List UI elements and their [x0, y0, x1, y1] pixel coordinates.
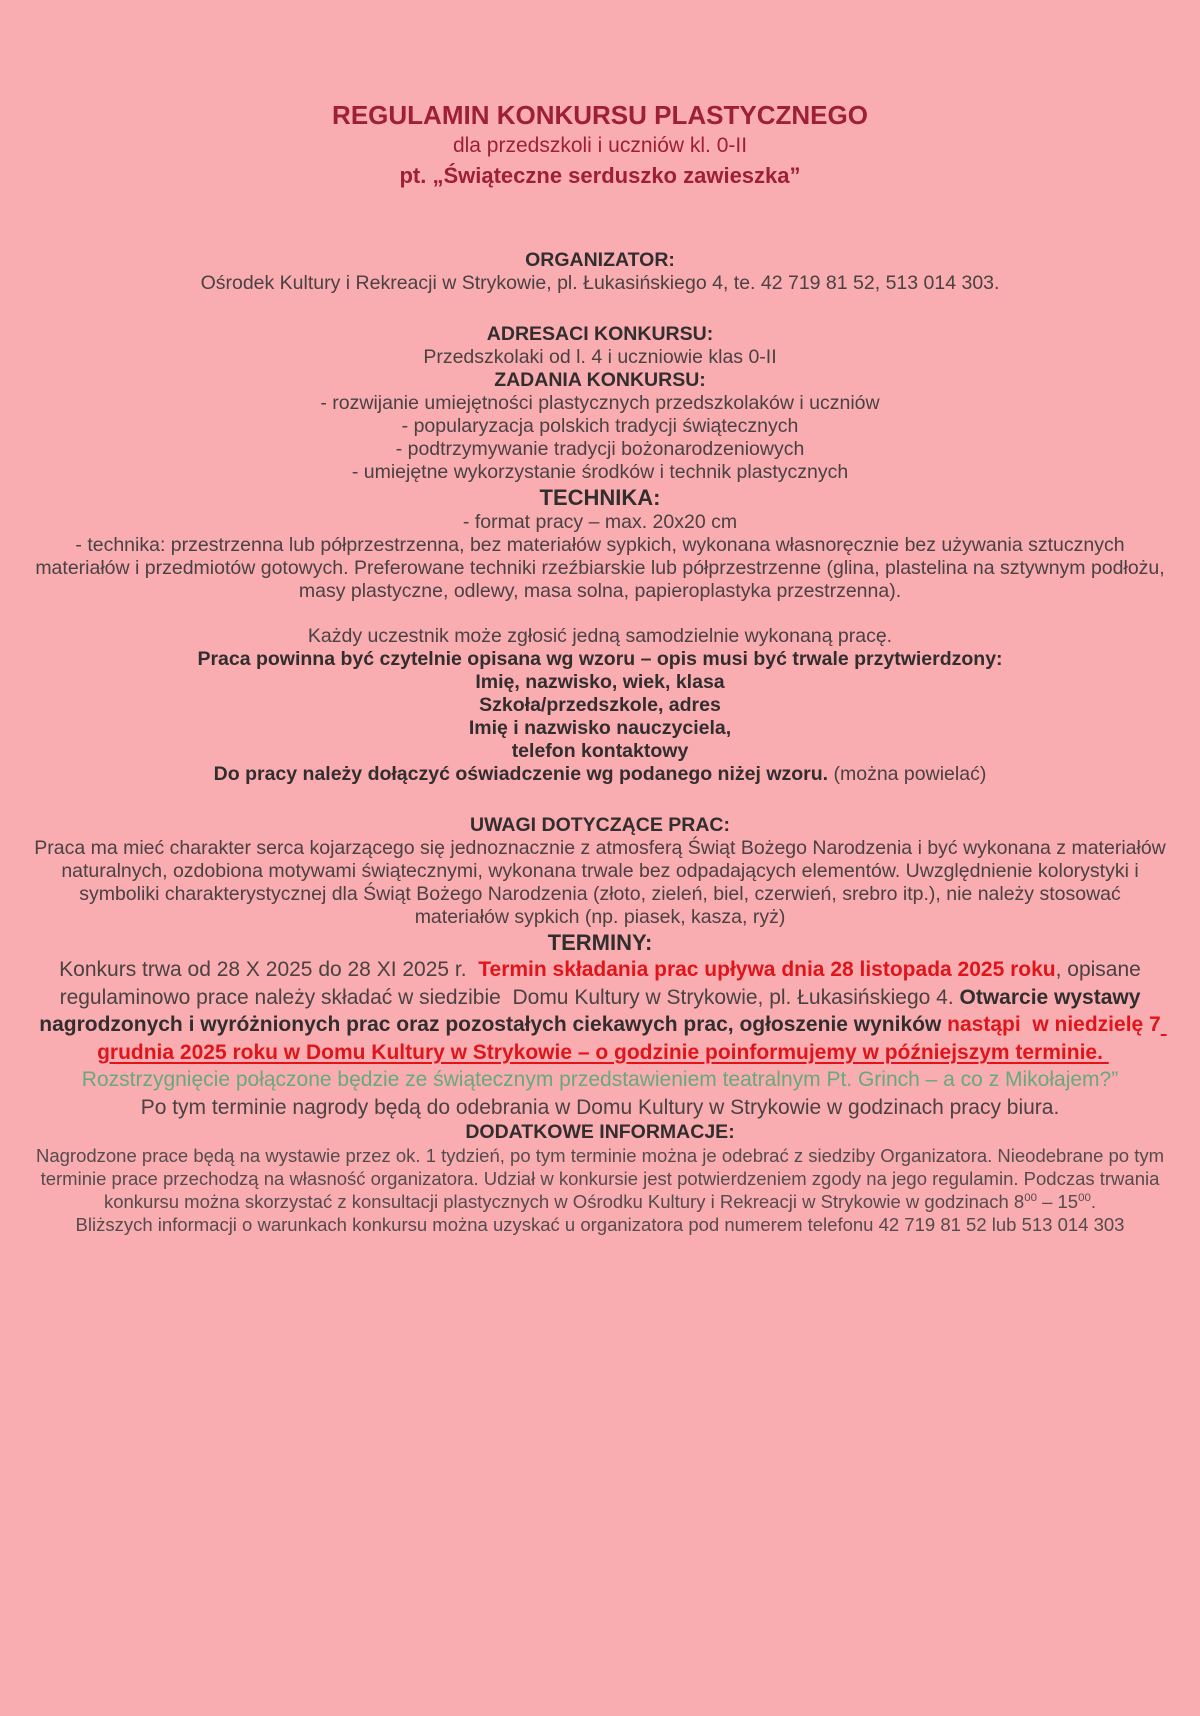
- text-segment: - umiejętne wykorzystanie środków i technik plastycznych: [351, 461, 849, 483]
- text-segment: - podtrzymywanie tradycji bożonarodzeniowych: [395, 438, 805, 460]
- text-segment: dla przedszkoli i uczniów kl. 0-II: [452, 134, 748, 157]
- task-item: [32, 392, 1168, 415]
- text-segment: Rozstrzygnięcie połączone będzie ze świątecznym przedstawieniem teatralnym Pt. Grinch – a co z Mikołajem?”: [81, 1068, 1119, 1091]
- text-segment: DODATKOWE INFORMACJE:: [465, 1121, 735, 1143]
- text-segment: REGULAMIN KONKURSU PLASTYCZNEGO: [332, 100, 868, 130]
- text-segment: Otwarcie wystawy nagrodzonych i wyróżnionych prac oraz pozostałych ciekawych prac, ogłoszenie wyników: [39, 985, 1147, 1036]
- contact-text: [32, 1213, 1168, 1236]
- text-segment: Nagrodzone prace będą na wystawie przez ok. 1 tydzień, po tym terminie można je odebrać z siedziby Organizatora. Nieodebrane po tym terminie prace przechodzą na własność organizatora. Udział w konkursie jest potwierdzeniem zgody na jego regulamin. Podczas trwania konkursu można skorzystać z konsultacji plastycznych w Ośrodku Kultury i Rekreacji w Strykowie w godzinach 8: [35, 1145, 1170, 1212]
- additional-info-text: [32, 1144, 1168, 1213]
- text-segment: nastąpi w niedzielę 7: [947, 1013, 1161, 1036]
- text-segment: Praca ma mieć charakter serca kojarzącego się jednoznacznie z atmosferą Świąt Bożego Narodzenia i być wykonana z materiałów naturalnych, ozdobiona motywami świątecznymi, wykonana trwale bez odpadających elementów. Uwzględnienie kolorystyki i symboliki charakterystycznej dla Świąt Bożego Narodzenia (złoto, zieleń, biel, czerwień, srebro itp.), nie należy stosować materiałów sypkich (np. piasek, kasza, ryż): [34, 837, 1172, 928]
- tasks-heading: [32, 369, 1168, 392]
- technique-heading: [32, 484, 1168, 511]
- text-segment: grudnia 2025 roku w Domu Kultury w Strykowie – o godzinie poinformujemy w późniejszym terminie.: [97, 1013, 1167, 1064]
- text-segment: Szkoła/przedszkole, adres: [479, 694, 721, 716]
- text-segment: Do pracy należy dołączyć oświadczenie wg podanego niżej wzoru.: [213, 763, 829, 785]
- text-segment: Każdy uczestnik może zgłosić jedną samodzielnie wykonaną pracę.: [307, 625, 893, 647]
- text-segment: – 15: [1036, 1191, 1079, 1212]
- text-segment: 00: [1024, 1191, 1037, 1204]
- pickup-text: [32, 1094, 1168, 1122]
- text-segment: UWAGI DOTYCZĄCE PRAC:: [470, 814, 730, 836]
- title-line-3: [32, 161, 1168, 191]
- text-segment: TERMINY:: [547, 930, 653, 955]
- label-template-line: [32, 671, 1168, 694]
- text-segment: telefon kontaktowy: [511, 740, 689, 762]
- text-segment: (można powielać): [828, 763, 987, 785]
- text-segment: Imię i nazwisko nauczyciela,: [468, 717, 732, 739]
- text-segment: ZADANIA KONKURSU:: [494, 369, 706, 391]
- text-segment: - popularyzacja polskich tradycji świątecznych: [401, 415, 799, 437]
- remarks-heading: [32, 814, 1168, 837]
- task-item: [32, 461, 1168, 484]
- description-rule: [32, 648, 1168, 671]
- text-segment: , opisane regulaminowo prace należy składać w siedzibie Domu Kultury w Strykowie, pl. Łukasińskiego 4.: [59, 958, 1147, 1009]
- text-segment: - technika: przestrzenna lub półprzestrzenna, bez materiałów sypkich, wykonana własnoręcznie bez używania sztucznych materiałów i przedmiotów gotowych. Preferowane techniki rzeźbiarskie lub półprzestrzenne (glina, plastelina na sztywnym podłożu, masy plastyczne, odlewy, masa solna, papieroplastyka przestrzenna).: [35, 534, 1171, 602]
- addressees-heading: [32, 323, 1168, 346]
- text-segment: .: [1090, 1191, 1097, 1212]
- title-line-2: [32, 131, 1168, 161]
- declaration-rule: [32, 763, 1168, 786]
- poster-content: [32, 100, 1172, 1236]
- text-segment: - format pracy – max. 20x20 cm: [462, 511, 738, 533]
- text-segment: Ośrodek Kultury i Rekreacji w Strykowie, pl. Łukasińskiego 4, te. 42 719 81 52, 513 014 303.: [200, 272, 1000, 294]
- organizer-text: [32, 272, 1168, 295]
- text-segment: Imię, nazwisko, wiek, klasa: [475, 671, 725, 693]
- organizer-heading: [32, 249, 1168, 272]
- label-template-line: [32, 740, 1168, 763]
- task-item: [32, 438, 1168, 461]
- text-segment: Termin składania prac upływa dnia 28 listopada 2025 roku: [478, 958, 1056, 981]
- text-segment: Przedszkolaki od l. 4 i uczniowie klas 0-II: [423, 346, 777, 368]
- text-segment: Konkurs trwa od 28 X 2025 do 28 XI 2025 r.: [59, 958, 479, 981]
- additional-info-heading: [32, 1121, 1168, 1144]
- title-line-1: [32, 100, 1168, 131]
- text-segment: Praca powinna być czytelnie opisana wg wzoru – opis musi być trwale przytwierdzony:: [197, 648, 1003, 670]
- text-segment: pt. „Świąteczne serduszko zawieszka”: [399, 163, 801, 188]
- remarks-text: [32, 837, 1172, 929]
- deadlines-text: [32, 956, 1168, 1094]
- text-segment: - rozwijanie umiejętności plastycznych przedszkolaków i uczniów: [320, 392, 880, 414]
- technique-text: [32, 534, 1171, 603]
- text-segment: Bliższych informacji o warunkach konkursu można uzyskać u organizatora pod numerem telefonu 42 719 81 52 lub 513 014 303: [75, 1214, 1125, 1235]
- addressees-text: [32, 346, 1168, 369]
- label-template-line: [32, 717, 1168, 740]
- text-segment: ORGANIZATOR:: [525, 249, 675, 271]
- text-segment: Po tym terminie nagrody będą do odebrania w Domu Kultury w Strykowie w godzinach pracy biura.: [140, 1095, 1060, 1119]
- label-template-line: [32, 694, 1168, 717]
- technique-format: [32, 511, 1168, 534]
- entry-rule: [32, 625, 1168, 648]
- text-segment: ADRESACI KONKURSU:: [486, 323, 714, 345]
- task-item: [32, 415, 1168, 438]
- deadlines-heading: [32, 929, 1168, 956]
- text-segment: TECHNIKA:: [539, 485, 661, 510]
- text-segment: 00: [1078, 1191, 1091, 1204]
